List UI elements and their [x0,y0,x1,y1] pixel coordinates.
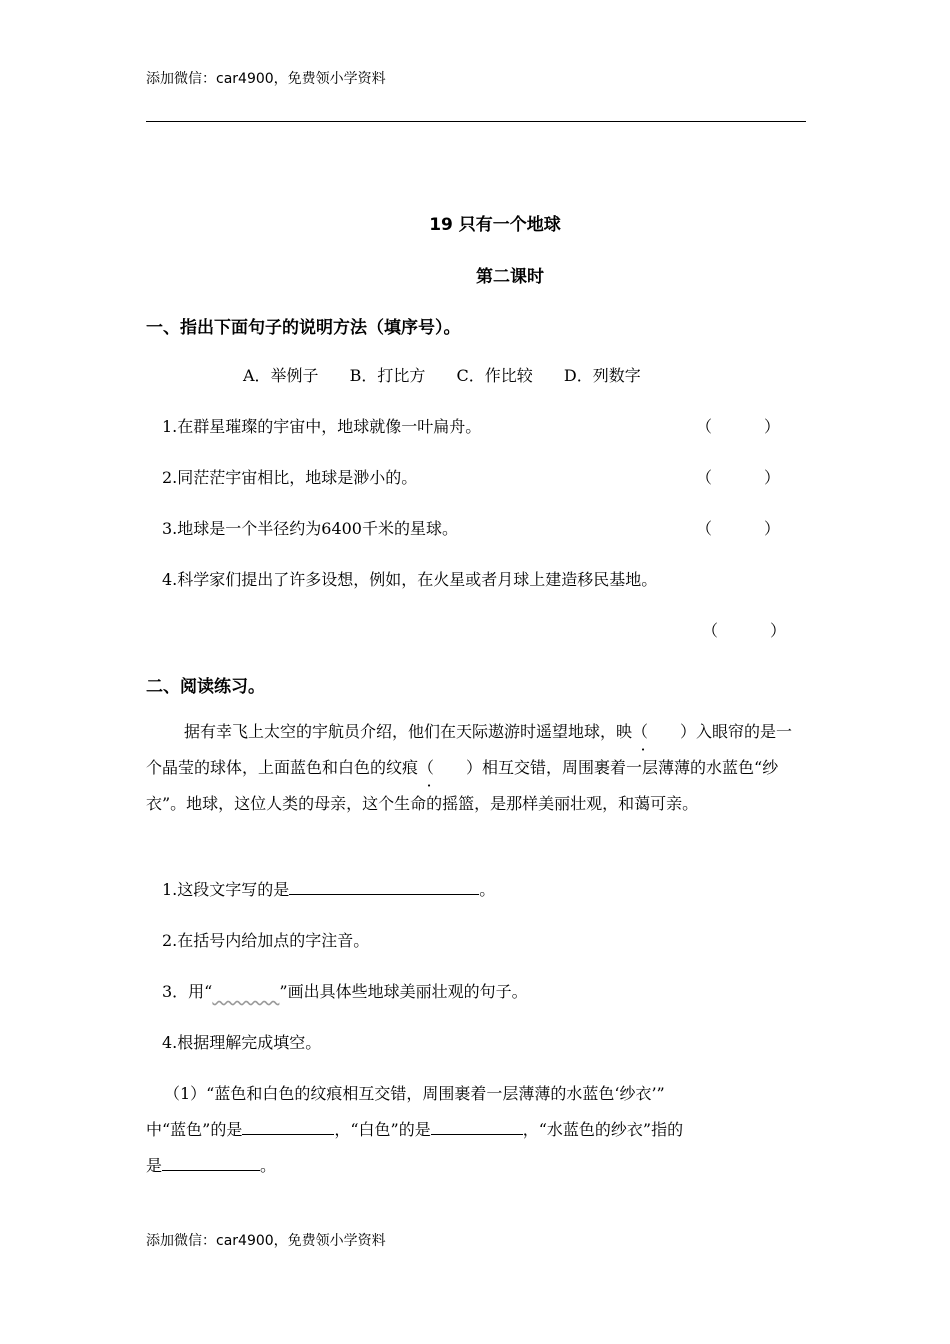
question-text: 中“蓝色”的是 [146,1120,243,1139]
passage-text: （ ）相互交错，周围裹着一层薄薄的水蓝色“纱衣”。地球，这位人类的母亲，这个生命的摇篮，是那样美丽壮观，和蔼可亲。 [146,758,779,813]
question-1-2: 2.同茫茫宇宙相比，地球是渺小的。 [162,468,418,487]
answer-paren-4[interactable] [702,618,786,641]
question-text: 。 [479,880,496,899]
footer-note: 添加微信：car4900，免费领小学资料 [146,1233,386,1249]
paren-open: （ [696,519,713,538]
answer-paren-3[interactable] [696,516,780,539]
question-text: 是 [146,1156,163,1175]
paren-open: （ [696,417,713,436]
section2-heading: 二、阅读练习。 [146,677,265,697]
paren-close: ） [764,519,781,538]
question-1-3: 3.地球是一个半径约为6400千米的星球。 [162,519,458,538]
wavy-underline-mark [212,982,279,1001]
question-text: ，“水蓝色的纱衣”指的 [522,1120,684,1139]
section1-heading: 一、指出下面句子的说明方法（填序号）。 [146,318,461,338]
question-text: ，“白色”的是 [334,1120,431,1139]
paren-close: ） [764,417,781,436]
question-1-1: 1.在群星璀璨的宇宙中，地球就像一叶扁舟。 [162,417,482,436]
option-a: A．举例子 [243,366,319,385]
dotted-char-ying: 映 [616,722,633,741]
question-text: ”画出具体些地球美丽壮观的句子。 [279,982,528,1001]
question-2-4-1-line3 [146,1153,276,1176]
question-2-4-1-line2 [146,1117,683,1140]
reading-passage [146,714,808,822]
header-rule [146,121,806,122]
paren-close: ） [770,621,787,640]
answer-blank[interactable] [289,880,479,895]
question-text: 3．用“ [162,982,213,1001]
dotted-char-hen: 痕 [402,758,419,777]
answer-blank[interactable] [431,1120,523,1135]
passage-text: （ ）入眼帘的是一个晶莹的球体，上面蓝色和白色的纹 [146,722,793,777]
option-b: B．打比方 [349,366,426,385]
paren-close: ） [764,468,781,487]
page-title: 19 只有一个地球 [429,215,561,235]
passage-text: 据有幸飞上太空的宇航员介绍，他们在天际遨游时遥望地球， [184,722,617,741]
question-1-4: 4.科学家们提出了许多设想，例如，在火星或者月球上建造移民基地。 [162,570,658,589]
question-text: 。 [260,1156,277,1175]
answer-blank[interactable] [242,1120,334,1135]
question-2-4: 4.根据理解完成填空。 [162,1033,322,1052]
question-2-4-1-line1: （1）“蓝色和白色的纹痕相互交错，周围裹着一层薄薄的水蓝色‘纱衣’” [164,1084,665,1103]
question-2-3 [162,979,528,1002]
answer-paren-2[interactable] [696,465,780,488]
question-2-2: 2.在括号内给加点的字注音。 [162,931,370,950]
question-2-1 [162,877,495,900]
page-subtitle: 第二课时 [476,267,544,287]
answer-paren-1[interactable] [696,414,780,437]
question-text: 1.这段文字写的是 [162,880,290,899]
option-c: C．作比较 [456,366,533,385]
options-row [243,363,667,386]
header-note: 添加微信：car4900，免费领小学资料 [146,71,386,87]
paren-open: （ [702,621,719,640]
option-d: D．列数字 [563,366,641,385]
paren-open: （ [696,468,713,487]
answer-blank[interactable] [162,1156,260,1171]
